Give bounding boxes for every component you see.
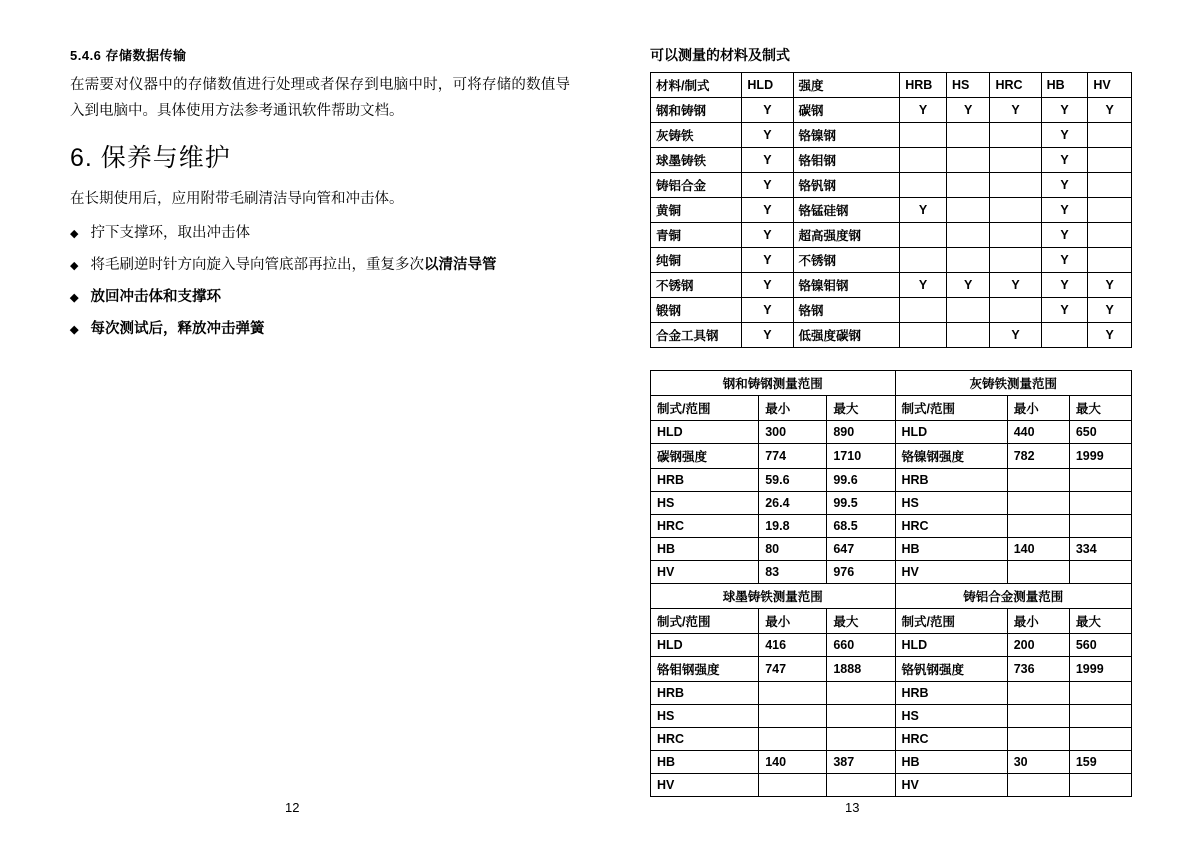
table-cell-label: HLD — [651, 634, 759, 657]
table-row — [651, 248, 1132, 273]
table-cell-value — [1069, 515, 1131, 538]
table-cell-value: Y — [742, 223, 793, 248]
table-cell-value — [990, 123, 1041, 148]
table-row — [651, 273, 1132, 298]
table-cell-value: 560 — [1069, 634, 1131, 657]
table-cell-value — [1007, 492, 1069, 515]
table-cell-value — [759, 774, 827, 797]
range-group-title: 灰铸铁测量范围 — [895, 371, 1132, 396]
table-cell-value — [1088, 173, 1132, 198]
table-cell-value — [1007, 515, 1069, 538]
table-cell-value — [759, 682, 827, 705]
table-cell-value — [946, 123, 990, 148]
table-cell-value: 890 — [827, 421, 895, 444]
table-cell-value: Y — [1041, 198, 1088, 223]
table-cell-value: Y — [742, 323, 793, 348]
table-row — [651, 774, 1132, 797]
table-cell-value: 1999 — [1069, 444, 1131, 469]
table-cell-value: Y — [742, 273, 793, 298]
table-cell-value: Y — [742, 148, 793, 173]
table-cell-value: Y — [742, 298, 793, 323]
table-cell-value: Y — [1088, 298, 1132, 323]
table-cell-value — [946, 173, 990, 198]
table-cell-label: HV — [895, 774, 1007, 797]
right-page-column — [650, 45, 1132, 797]
table-cell-label: HS — [895, 705, 1007, 728]
table-cell-value: Y — [990, 273, 1041, 298]
table-cell-value — [946, 148, 990, 173]
table-row — [651, 444, 1132, 469]
table-cell-label: 灰铸铁 — [651, 123, 742, 148]
table-cell-value — [900, 248, 947, 273]
table-row — [651, 298, 1132, 323]
list-item — [70, 218, 570, 250]
table-cell-label: 纯铜 — [651, 248, 742, 273]
table-cell-label: 钢和铸钢 — [651, 98, 742, 123]
table-cell-value — [900, 173, 947, 198]
table-cell-label: 超高强度钢 — [793, 223, 900, 248]
table-cell-value: 26.4 — [759, 492, 827, 515]
table-cell-label: HRB — [895, 469, 1007, 492]
table-row — [651, 421, 1132, 444]
table-row — [651, 634, 1132, 657]
table-cell-label: 铬钼钢 — [793, 148, 900, 173]
table-cell-value: 647 — [827, 538, 895, 561]
table-cell-value: Y — [1041, 148, 1088, 173]
table-cell-label: HB — [651, 751, 759, 774]
table-cell-value — [990, 298, 1041, 323]
list-item-label — [90, 250, 496, 281]
table-cell-value: 83 — [759, 561, 827, 584]
list-item-emphasis: 以清洁导管 — [423, 257, 497, 273]
table-cell-label: 铬钼钢强度 — [651, 657, 759, 682]
list-item — [70, 314, 570, 346]
table-cell-label: 不锈钢 — [651, 273, 742, 298]
column-header: HRB — [900, 73, 947, 98]
table-cell-value: 300 — [759, 421, 827, 444]
table-row — [651, 123, 1132, 148]
table-cell-value — [1088, 248, 1132, 273]
table-cell-value: 334 — [1069, 538, 1131, 561]
table-cell-value — [1088, 148, 1132, 173]
table-cell-value — [990, 248, 1041, 273]
table-cell-value: Y — [1041, 273, 1088, 298]
table-cell-value — [1007, 728, 1069, 751]
column-header: 材料/制式 — [651, 73, 742, 98]
table-cell-value: 747 — [759, 657, 827, 682]
table-row — [651, 515, 1132, 538]
table-cell-value — [1069, 469, 1131, 492]
chapter-intro-paragraph: 在长期使用后，应用附带毛刷清洁导向管和冲击体。 — [70, 191, 404, 207]
table-cell-label: HRC — [651, 515, 759, 538]
table-cell-value — [946, 323, 990, 348]
diamond-bullet-icon: ◆ — [70, 292, 79, 304]
table-cell-label: HLD — [895, 421, 1007, 444]
column-header: HS — [946, 73, 990, 98]
table-cell-label: 铬镍钢强度 — [895, 444, 1007, 469]
table-cell-value: 976 — [827, 561, 895, 584]
column-header: 最小 — [1007, 396, 1069, 421]
table-cell-value — [900, 123, 947, 148]
table-cell-value: 30 — [1007, 751, 1069, 774]
table-cell-label: 球墨铸铁 — [651, 148, 742, 173]
table-cell-value — [1069, 561, 1131, 584]
table-cell-value: 99.5 — [827, 492, 895, 515]
diamond-bullet-icon: ◆ — [70, 260, 79, 272]
table-cell-value: Y — [900, 273, 947, 298]
table-cell-label: 碳钢强度 — [651, 444, 759, 469]
table-cell-value: 140 — [759, 751, 827, 774]
column-header: 最小 — [1007, 609, 1069, 634]
range-group-title-row — [651, 584, 1132, 609]
column-header: 最大 — [1069, 609, 1131, 634]
table-cell-value — [827, 728, 895, 751]
table-cell-label: 合金工具钢 — [651, 323, 742, 348]
range-subheader-row — [651, 609, 1132, 634]
list-item-label: 拧下支撑环，取出冲击体 — [90, 225, 250, 241]
table-cell-value: Y — [742, 248, 793, 273]
range-table — [650, 370, 1132, 797]
table-cell-value: 80 — [759, 538, 827, 561]
materials-table-caption: 可以测量的材料及制式 — [650, 47, 790, 63]
table-cell-value: Y — [1088, 323, 1132, 348]
table-cell-value — [1007, 774, 1069, 797]
table-cell-label: 低强度碳钢 — [793, 323, 900, 348]
table-cell-value: 68.5 — [827, 515, 895, 538]
column-header: 最大 — [827, 609, 895, 634]
table-row — [651, 728, 1132, 751]
table-cell-value: Y — [1088, 98, 1132, 123]
table-cell-value: Y — [1041, 223, 1088, 248]
table-row — [651, 323, 1132, 348]
table-cell-value: Y — [742, 123, 793, 148]
table-cell-value: 59.6 — [759, 469, 827, 492]
column-header: 制式/范围 — [895, 609, 1007, 634]
range-group-title-row — [651, 371, 1132, 396]
table-cell-label: 黄铜 — [651, 198, 742, 223]
table-row — [651, 682, 1132, 705]
table-cell-label: HV — [651, 774, 759, 797]
table-cell-label: 铬钒钢 — [793, 173, 900, 198]
table-row — [651, 198, 1132, 223]
table-cell-value: 650 — [1069, 421, 1131, 444]
table-cell-label: HRB — [651, 469, 759, 492]
table-cell-value: Y — [742, 198, 793, 223]
column-header: 最小 — [759, 396, 827, 421]
table-cell-label: HRB — [895, 682, 1007, 705]
table-cell-value: 140 — [1007, 538, 1069, 561]
measurable-materials-table — [650, 72, 1132, 348]
diamond-bullet-icon: ◆ — [70, 324, 79, 336]
section-paragraph: 在需要对仪器中的存储数值进行处理或者保存到电脑中时，可将存储的数值导入到电脑中。具体使用方法参考通讯软件帮助文档。 — [70, 77, 570, 119]
table-cell-value — [759, 728, 827, 751]
table-cell-value: Y — [1041, 123, 1088, 148]
table-cell-label: 锻钢 — [651, 298, 742, 323]
table-header-row — [651, 73, 1132, 98]
table-cell-value — [1069, 492, 1131, 515]
table-cell-label: 碳钢 — [793, 98, 900, 123]
table-cell-value — [1069, 774, 1131, 797]
table-cell-value: 774 — [759, 444, 827, 469]
table-cell-value: Y — [1041, 248, 1088, 273]
table-cell-value — [990, 173, 1041, 198]
table-row — [651, 751, 1132, 774]
table-row — [651, 561, 1132, 584]
table-cell-value — [1007, 682, 1069, 705]
table-cell-label: HS — [651, 492, 759, 515]
list-item — [70, 282, 570, 314]
table-cell-label: HB — [895, 538, 1007, 561]
table-cell-value: Y — [742, 173, 793, 198]
table-cell-label: HRC — [895, 515, 1007, 538]
table-cell-value — [900, 148, 947, 173]
table-cell-value: 736 — [1007, 657, 1069, 682]
list-item-label: 放回冲击体和支撑环 — [90, 289, 221, 305]
table-cell-value: Y — [946, 273, 990, 298]
column-header: 制式/范围 — [651, 396, 759, 421]
table-cell-value: 1710 — [827, 444, 895, 469]
table-row — [651, 538, 1132, 561]
table-cell-value — [1088, 198, 1132, 223]
table-cell-value: Y — [1041, 173, 1088, 198]
column-header: 最小 — [759, 609, 827, 634]
table-cell-value — [946, 198, 990, 223]
table-cell-label: HRC — [895, 728, 1007, 751]
table-cell-label: 不锈钢 — [793, 248, 900, 273]
table-cell-label: 青铜 — [651, 223, 742, 248]
table-cell-value — [1069, 705, 1131, 728]
table-row — [651, 657, 1132, 682]
chapter-title-maintenance: 6. 保养与维护 — [70, 144, 231, 172]
table-cell-value: Y — [990, 323, 1041, 348]
table-cell-value — [1069, 682, 1131, 705]
table-cell-label: HS — [651, 705, 759, 728]
table-cell-value — [900, 298, 947, 323]
table-cell-value: 1999 — [1069, 657, 1131, 682]
table-row — [651, 223, 1132, 248]
table-cell-value — [1041, 323, 1088, 348]
column-header: 制式/范围 — [651, 609, 759, 634]
list-item — [70, 250, 570, 282]
table-cell-label: HRC — [651, 728, 759, 751]
range-group-title: 钢和铸钢测量范围 — [651, 371, 896, 396]
table-cell-value — [1088, 223, 1132, 248]
table-cell-label: 铬钒钢强度 — [895, 657, 1007, 682]
table-cell-value: Y — [742, 98, 793, 123]
column-header: HV — [1088, 73, 1132, 98]
table-cell-label: HB — [895, 751, 1007, 774]
table-cell-value — [1007, 469, 1069, 492]
table-cell-value — [946, 298, 990, 323]
table-cell-value — [1069, 728, 1131, 751]
list-item-label: 每次测试后，释放冲击弹簧 — [90, 321, 265, 337]
table-cell-value — [827, 705, 895, 728]
table-cell-value: 440 — [1007, 421, 1069, 444]
table-row — [651, 173, 1132, 198]
table-cell-value: 416 — [759, 634, 827, 657]
table-cell-label: HLD — [895, 634, 1007, 657]
table-cell-value: Y — [1088, 273, 1132, 298]
table-cell-value: 782 — [1007, 444, 1069, 469]
table-row — [651, 98, 1132, 123]
column-header: 最大 — [1069, 396, 1131, 421]
range-group-title: 铸铝合金测量范围 — [895, 584, 1132, 609]
list-item-text: 将毛刷逆时针方向旋入导向管底部再拉出，重复多次 — [90, 257, 424, 273]
table-cell-value: 1888 — [827, 657, 895, 682]
table-cell-value — [827, 682, 895, 705]
table-cell-label: HS — [895, 492, 1007, 515]
table-cell-value — [946, 248, 990, 273]
left-page-column — [70, 45, 570, 346]
table-cell-label: HV — [651, 561, 759, 584]
table-cell-value: 200 — [1007, 634, 1069, 657]
table-cell-label: 铸铝合金 — [651, 173, 742, 198]
table-cell-value: Y — [900, 98, 947, 123]
table-cell-value — [1088, 123, 1132, 148]
table-cell-value: 19.8 — [759, 515, 827, 538]
table-cell-value: 660 — [827, 634, 895, 657]
table-cell-value — [946, 223, 990, 248]
table-cell-value: 159 — [1069, 751, 1131, 774]
table-row — [651, 469, 1132, 492]
table-cell-value: Y — [990, 98, 1041, 123]
table-cell-label: HV — [895, 561, 1007, 584]
measurement-range-tables — [650, 370, 1132, 797]
column-header: 制式/范围 — [895, 396, 1007, 421]
table-cell-value: 387 — [827, 751, 895, 774]
table-cell-label: HRB — [651, 682, 759, 705]
table-cell-label: 铬镍钼钢 — [793, 273, 900, 298]
maintenance-bullet-list — [70, 218, 570, 346]
page-number-right: 13 — [845, 800, 860, 815]
table-cell-label: 铬锰硅钢 — [793, 198, 900, 223]
table-cell-value — [759, 705, 827, 728]
table-cell-value: Y — [946, 98, 990, 123]
table-cell-value — [990, 223, 1041, 248]
table-row — [651, 705, 1132, 728]
column-header: HB — [1041, 73, 1088, 98]
table-cell-label: 铬钢 — [793, 298, 900, 323]
table-cell-label: 铬镍钢 — [793, 123, 900, 148]
table-cell-label: HLD — [651, 421, 759, 444]
table-cell-value — [990, 198, 1041, 223]
column-header: HRC — [990, 73, 1041, 98]
table-cell-value: Y — [1041, 298, 1088, 323]
range-group-title: 球墨铸铁测量范围 — [651, 584, 896, 609]
column-header: 强度 — [793, 73, 900, 98]
table-row — [651, 148, 1132, 173]
table-cell-value: 99.6 — [827, 469, 895, 492]
table-cell-value: Y — [1041, 98, 1088, 123]
table-cell-value — [1007, 561, 1069, 584]
diamond-bullet-icon: ◆ — [70, 228, 79, 240]
table-cell-value — [900, 323, 947, 348]
column-header: 最大 — [827, 396, 895, 421]
table-cell-value — [827, 774, 895, 797]
section-heading-5-4-6: 5.4.6 存储数据传输 — [70, 48, 187, 63]
table-row — [651, 492, 1132, 515]
table-cell-value — [990, 148, 1041, 173]
table-cell-value: Y — [900, 198, 947, 223]
table-cell-value — [1007, 705, 1069, 728]
range-subheader-row — [651, 396, 1132, 421]
table-cell-value — [900, 223, 947, 248]
table-cell-label: HB — [651, 538, 759, 561]
page-number-left: 12 — [285, 800, 300, 815]
column-header: HLD — [742, 73, 793, 98]
